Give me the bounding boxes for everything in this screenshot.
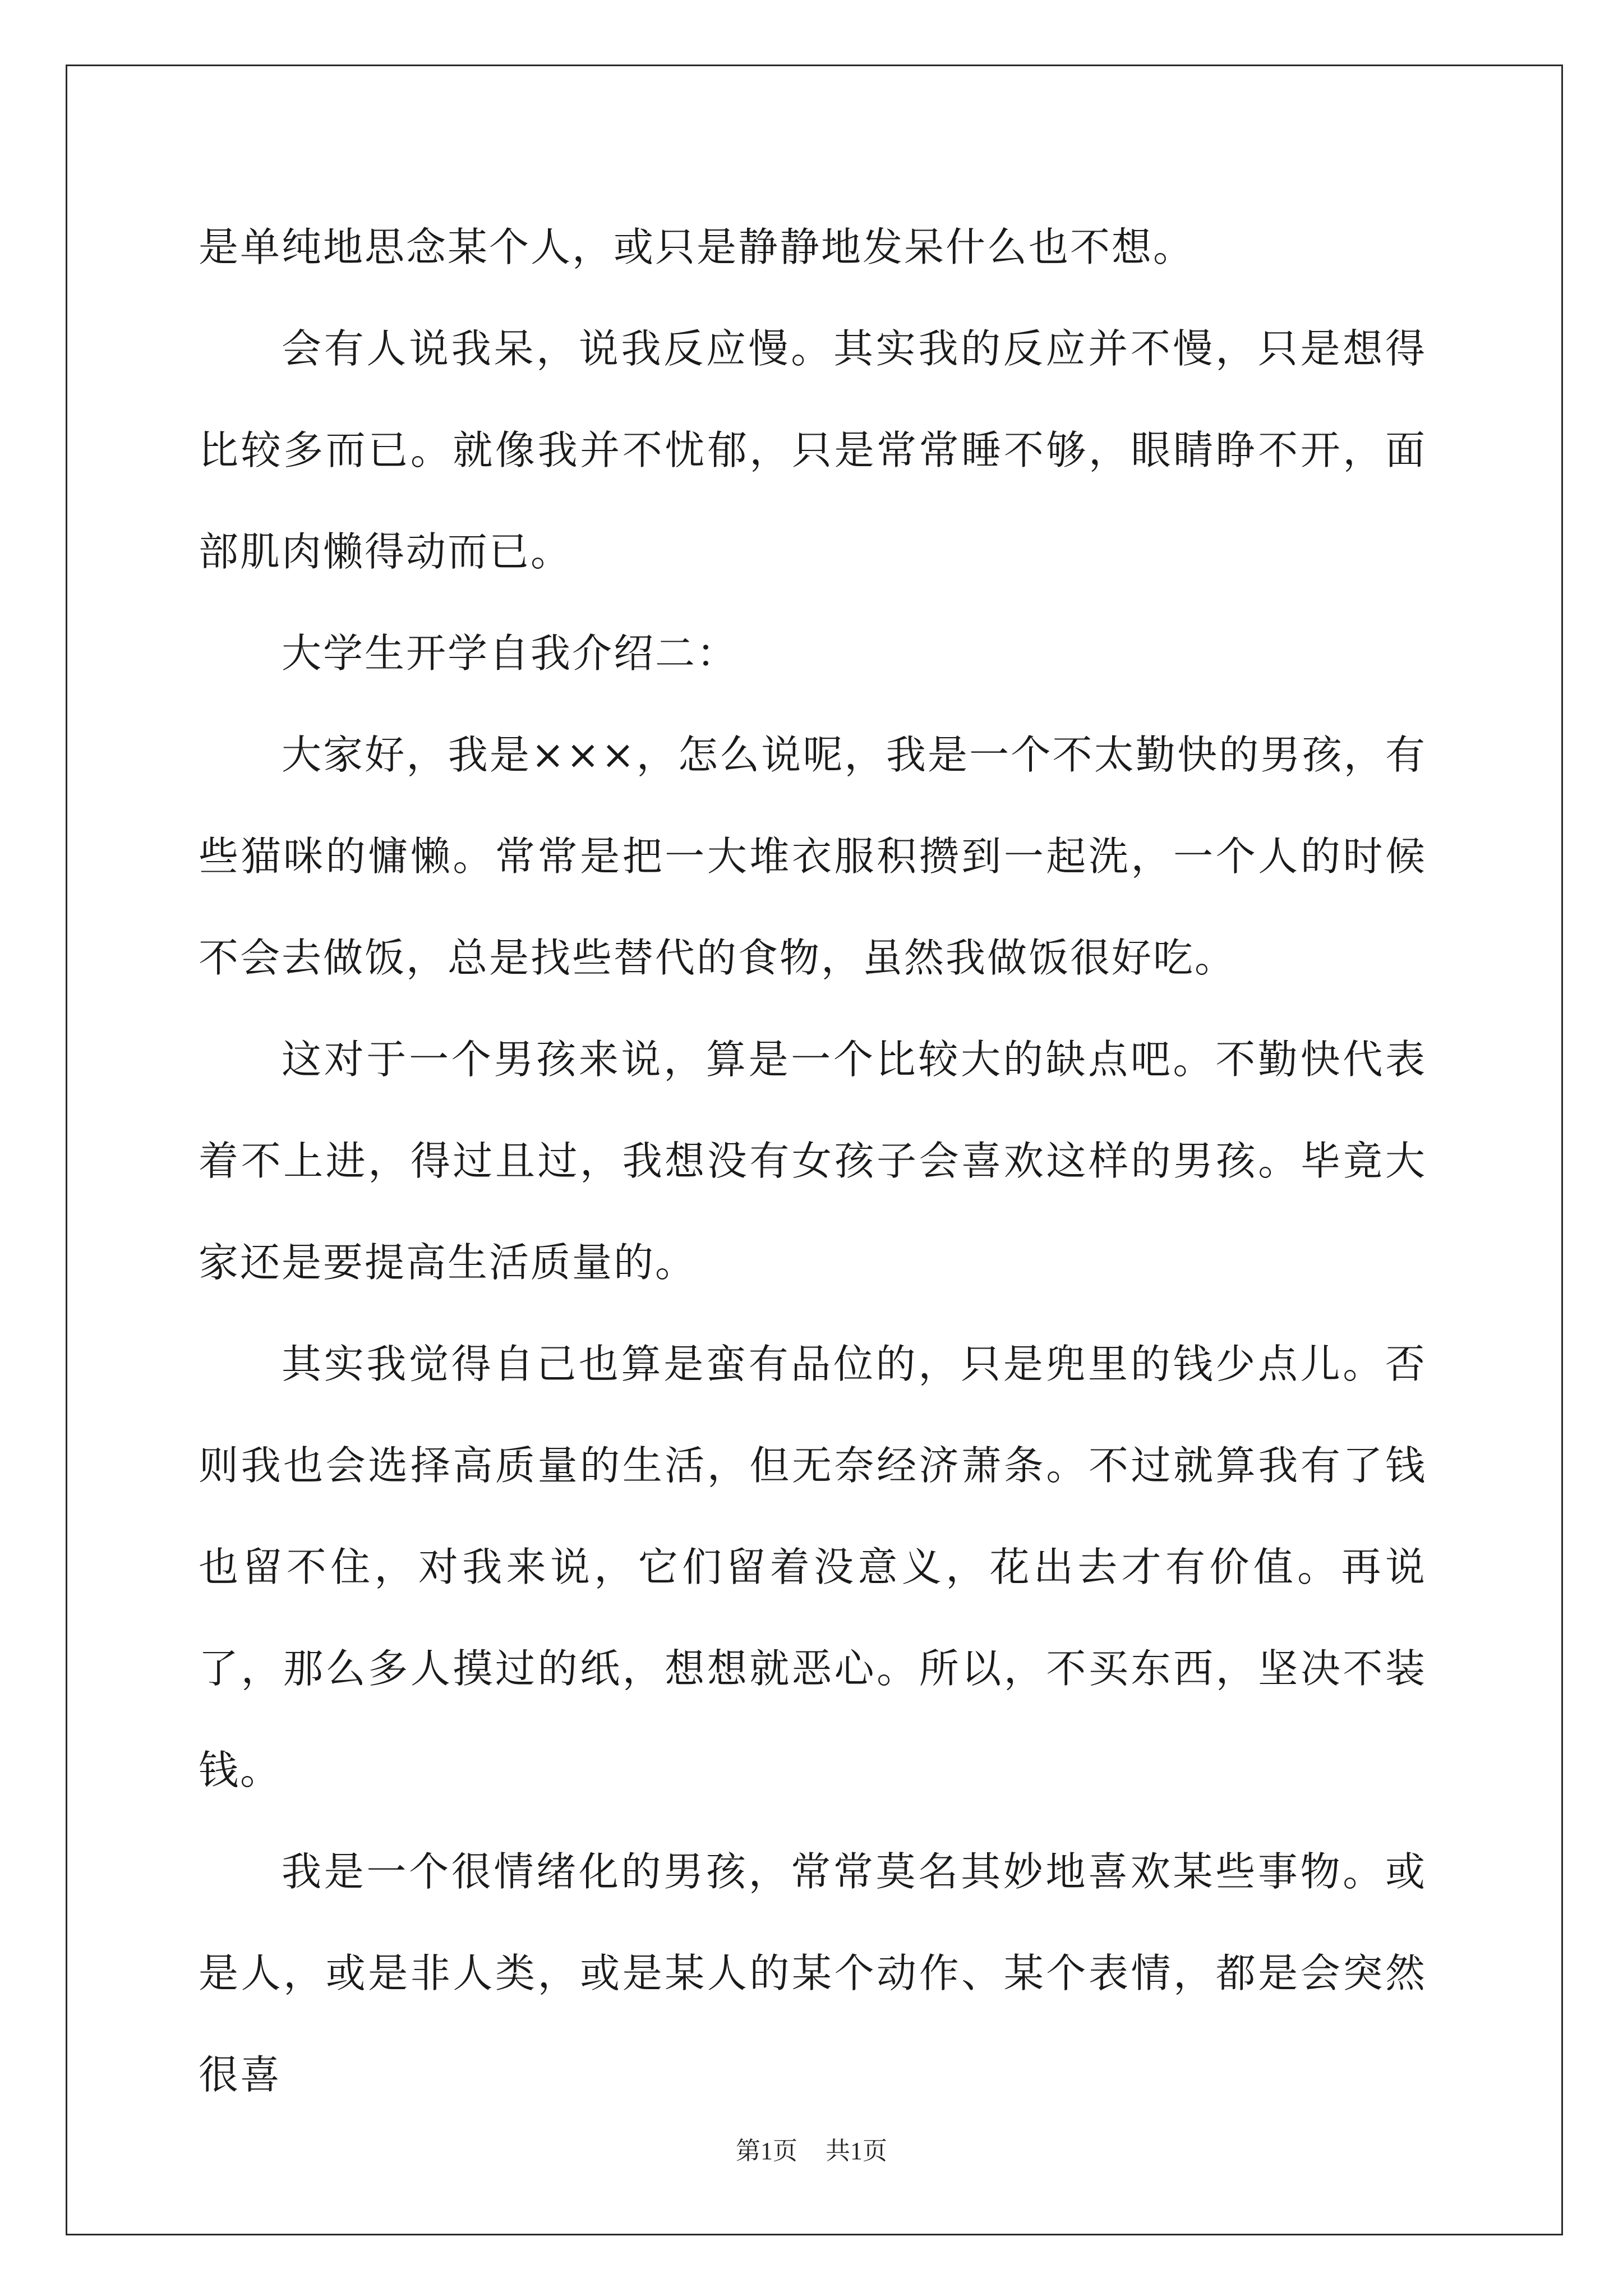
paragraph-5: 其实我觉得自己也算是蛮有品位的，只是兜里的钱少点儿。否则我也会选择高质量的生活，但无奈经济萧条。不过就算我有了钱也留不住，对我来说，它们留着没意义，花出去才有价值。再说了，那么多人摸过的纸，想想就恶心。所以，不买东西，坚决不装钱。 — [199, 1341, 1427, 1793]
paragraph-3: 大家好，我是×××，怎么说呢，我是一个不太勤快的男孩，有些猫咪的慵懒。常常是把一大堆衣服积攒到一起洗，一个人的时候不会去做饭，总是找些替代的食物，虽然我做饭很好吃。 — [199, 731, 1427, 981]
paragraph-1: 是单纯地思念某个人，或只是静静地发呆什么也不想。 — [199, 224, 1195, 270]
paragraph-6: 我是一个很情绪化的男孩，常常莫名其妙地喜欢某些事物。或是人，或是非人类，或是某人的某个动作、某个表情，都是会突然很喜 — [199, 1848, 1427, 2098]
total-pages: 共1页 — [826, 2137, 887, 2165]
section-heading: 大学生开学自我介绍二： — [282, 630, 739, 677]
paragraph-4: 这对于一个男孩来说，算是一个比较大的缺点吧。不勤快代表着不上进，得过且过，我想没有女孩子会喜欢这样的男孩。毕竟大家还是要提高生活质量的。 — [199, 1036, 1427, 1286]
page-footer — [0, 2134, 1623, 2168]
document-body — [199, 196, 1427, 2125]
page-number: 第1页 — [736, 2137, 797, 2165]
paragraph-2: 会有人说我呆，说我反应慢。其实我的反应并不慢，只是想得比较多而已。就像我并不忧郁，只是常常睡不够，眼睛睁不开，面部肌肉懒得动而已。 — [199, 325, 1427, 575]
